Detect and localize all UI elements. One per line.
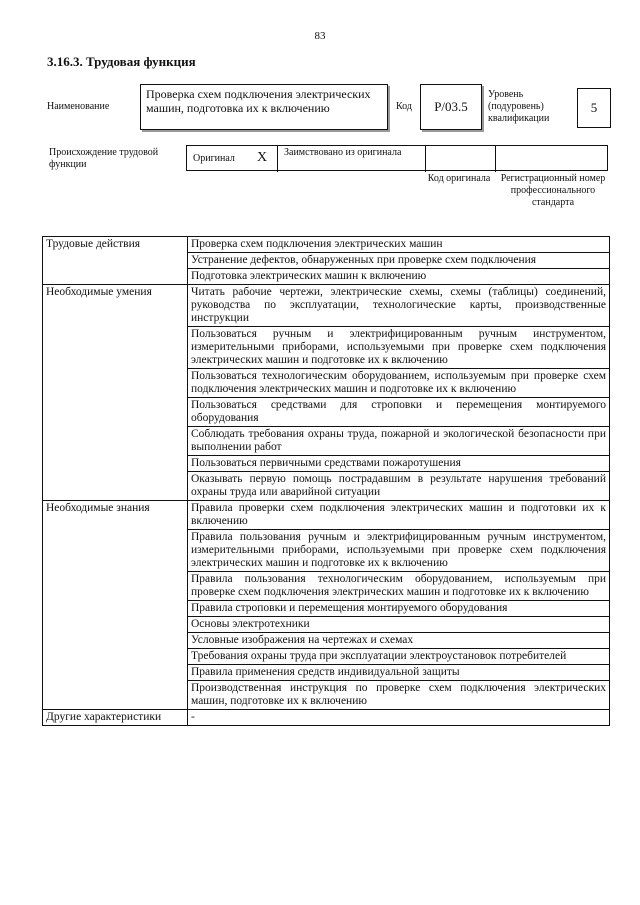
origin-label: Происхождение трудовой функции (49, 147, 159, 170)
borrowed-cell (277, 146, 425, 172)
section-item: Правила применения средств индивидуальной защиты (188, 665, 610, 681)
name-label: Наименование (47, 101, 110, 112)
section-item: Устранение дефектов, обнаруженных при проверке схем подключения (188, 253, 610, 269)
code-label: Код (396, 101, 412, 112)
section-title: 3.16.3. Трудовая функция (47, 54, 196, 69)
section-heading: Необходимые знания (43, 501, 188, 710)
section-item: Пользоваться технологическим оборудованием, используемым при проверке схем подключения электрических машин и подготовке их к включению (188, 369, 610, 398)
section-item: Проверка схем подключения электрических машин (188, 237, 610, 253)
table-row (43, 237, 610, 253)
original-cell (187, 146, 277, 172)
section-item: - (188, 710, 610, 726)
code-original-caption: Код оригинала (427, 173, 491, 184)
section-item: Производственная инструкция по проверке схем подключения электрических машин, подготовке их к включению (188, 681, 610, 710)
section-item: Правила пользования ручным и электрифицированным ручным инструментом, измерительными приборами, используемыми при проверке схем подключения электрических машин и подготовке их к включению (188, 530, 610, 572)
code-original-cell (425, 146, 495, 172)
function-name-box: Проверка схем подключения электрических машин, подготовка их к включению (140, 84, 388, 130)
reg-number-cell (495, 146, 609, 172)
section-item: Читать рабочие чертежи, электрические схемы, схемы (таблицы) соединений, руководства по эксплуатации, технологические карты, производственные инструкции (188, 285, 610, 327)
function-code-box: P/03.5 (420, 84, 482, 130)
original-mark: X (257, 150, 268, 165)
table-row (43, 501, 610, 530)
section-heading: Трудовые действия (43, 237, 188, 285)
section-item: Условные изображения на чертежах и схемах (188, 633, 610, 649)
section-item: Пользоваться первичными средствами пожаротушения (188, 456, 610, 472)
section-item: Пользоваться средствами для строповки и перемещения монтируемого оборудования (188, 398, 610, 427)
section-item: Соблюдать требования охраны труда, пожарной и экологической безопасности при выполнении работ (188, 427, 610, 456)
section-item: Правила проверки схем подключения электрических машин и подготовки их к включению (188, 501, 610, 530)
labor-function-table (42, 236, 610, 726)
original-label: Оригинал (193, 153, 235, 164)
section-item: Подготовка электрических машин к включению (188, 269, 610, 285)
origin-row (186, 145, 608, 171)
section-heading: Другие характеристики (43, 710, 188, 726)
qualification-level-box: 5 (577, 88, 611, 128)
section-item: Правила строповки и перемещения монтируемого оборудования (188, 601, 610, 617)
table-row (43, 710, 610, 726)
section-item: Основы электротехники (188, 617, 610, 633)
level-label: Уровень (подуровень) квалификации (488, 89, 550, 124)
reg-number-caption: Регистрационный номер профессионального стандарта (500, 173, 606, 208)
borrowed-label: Заимствовано из оригинала (284, 147, 402, 158)
table-row (43, 285, 610, 327)
section-item: Оказывать первую помощь пострадавшим в результате нарушения требований охраны труда или аварийной ситуации (188, 472, 610, 501)
section-item: Пользоваться ручным и электрифицированным ручным инструментом, измерительными приборами, используемыми при проверке схем подключения электрических машин и подготовке их к включению (188, 327, 610, 369)
page-number: 83 (314, 30, 326, 42)
section-item: Правила пользования технологическим оборудованием, используемым при проверке схем подключения электрических машин и подготовке их к включению (188, 572, 610, 601)
section-heading: Необходимые умения (43, 285, 188, 501)
section-item: Требования охраны труда при эксплуатации электроустановок потребителей (188, 649, 610, 665)
